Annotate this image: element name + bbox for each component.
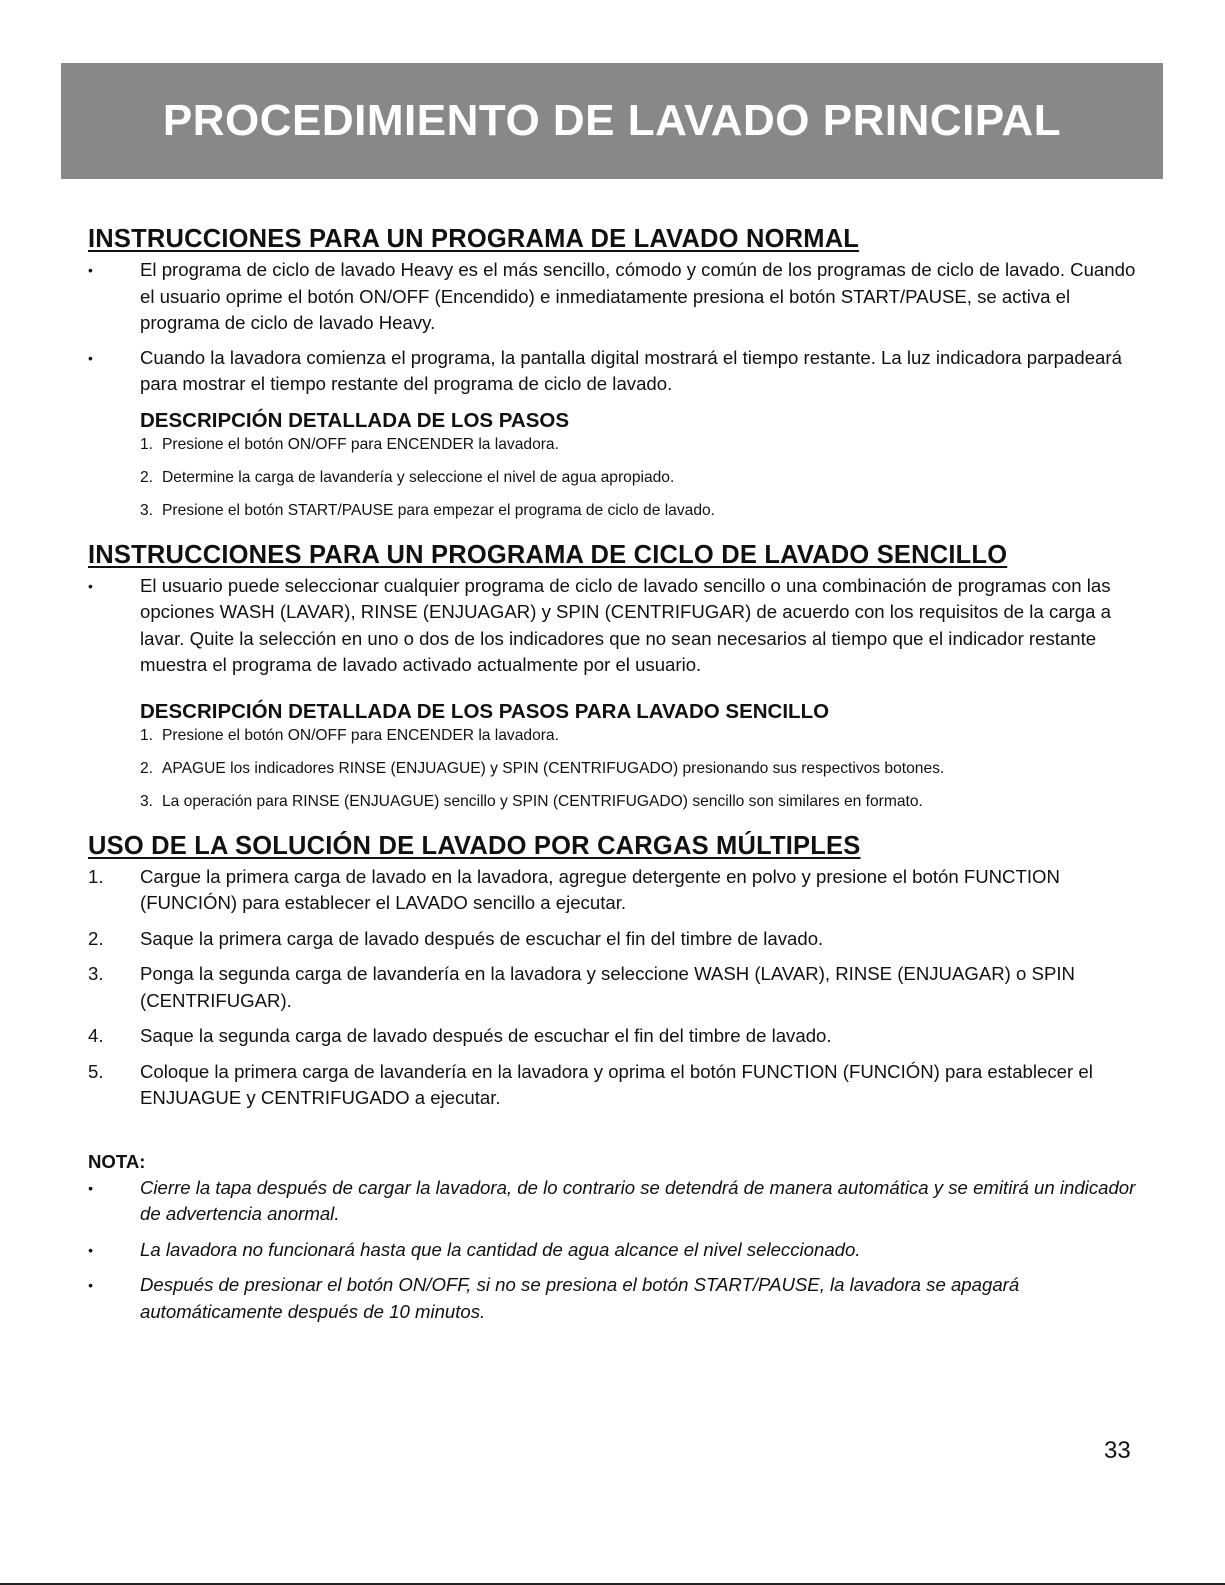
steps-block [88,409,1148,523]
step-item [140,757,1148,781]
section-heading-normal-wash: INSTRUCCIONES PARA UN PROGRAMA DE LAVADO NORMAL [88,225,860,253]
note-item: • Después de presionar el botón ON/OFF, si no se presiona el botón START/PAUSE, la lavadora se apagará automáticamente después de 10 minutos. [88,1272,1148,1325]
steps-heading: DESCRIPCIÓN DETALLADA DE LOS PASOS PARA LAVADO SENCILLO [140,699,830,723]
list-item: • Cuando la lavadora comienza el programa, la pantalla digital mostrará el tiempo restante. La luz indicadora parpadeará para mostrar el tiempo restante del programa de ciclo de lavado. [88,345,1148,398]
steps-block [88,700,1148,814]
step-number: 1. [140,726,154,744]
steps-heading: DESCRIPCIÓN DETALLADA DE LOS PASOS [140,408,570,432]
item-number: 2. [88,927,104,949]
step-text: Presione el botón ON/OFF para ENCENDER la lavadora. [162,435,559,453]
bullet-list [88,257,1148,398]
step-text: Presione el botón START/PAUSE para empezar el programa de ciclo de lavado. [162,501,715,519]
step-number: 3. [140,792,154,810]
step-item [140,466,1148,490]
steps-list [140,433,1148,523]
step-text: APAGUE los indicadores RINSE (ENJUAGUE) y SPIN (CENTRIFUGADO) presionando sus respectivos botones. [162,759,945,777]
list-item [88,961,1148,1014]
section-heading-simple-cycle: INSTRUCCIONES PARA UN PROGRAMA DE CICLO DE LAVADO SENCILLO [88,540,1008,569]
note-item: • Cierre la tapa después de cargar la lavadora, de lo contrario se detendrá de manera automática y se emitirá un indicador de advertencia anormal. [88,1175,1148,1228]
item-number: 5. [88,1060,104,1082]
bullet-list [88,573,1148,679]
item-number: 4. [88,1025,104,1046]
list-item: • El programa de ciclo de lavado Heavy es el más sencillo, cómodo y común de los programas de ciclo de lavado. Cuando el usuario oprime el botón ON/OFF (Encendido) e inmediatamente presiona el botón START/PAUSE, se activa el programa de ciclo de lavado Heavy. [88,257,1148,337]
note-title: NOTA: [88,1150,146,1172]
list-item: • El usuario puede seleccionar cualquier programa de ciclo de lavado sencillo o una combinación de programas con las opciones WASH (LAVAR), RINSE (ENJUAGAR) y SPIN (CENTRIFUGAR) de acuerdo con los requisitos de la carga a lavar. Quite la selección en uno o dos de los indicadores que no sean necesarios al tiempo que el indicador restante muestra el programa de lavado activado actualmente por el usuario. [88,573,1148,679]
page-content [88,224,1148,1325]
item-text: Cargue la primera carga de lavado en la lavadora, agregue detergente en polvo y presione el botón FUNCTION (FUNCIÓN) para establecer el LAVADO sencillo a ejecutar. [140,865,1060,913]
item-text: Coloque la primera carga de lavandería en la lavadora y oprima el botón FUNCTION (FUNCIÓN) para establecer el ENJUAGUE y CENTRIFUGADO a ejecutar. [140,1060,1093,1108]
step-item [140,790,1148,814]
list-item [88,1023,1148,1050]
step-number: 2. [140,468,154,486]
step-text: La operación para RINSE (ENJUAGUE) sencillo y SPIN (CENTRIFUGADO) sencillo son similares en formato. [162,792,923,810]
steps-list [140,724,1148,814]
step-text: Presione el botón ON/OFF para ENCENDER la lavadora. [162,726,559,744]
list-item [88,1059,1148,1112]
note-item: • La lavadora no funcionará hasta que la cantidad de agua alcance el nivel seleccionado. [88,1237,1148,1264]
page-number: 33 [1104,1437,1131,1464]
title-banner [61,63,1163,179]
item-text: Saque la primera carga de lavado después de escuchar el fin del timbre de lavado. [140,927,824,949]
item-text: Saque la segunda carga de lavado después de escuchar el fin del timbre de lavado. [140,1025,832,1046]
step-item [140,499,1148,523]
step-item [140,433,1148,457]
list-item [88,926,1148,953]
step-number: 3. [140,501,154,519]
section-heading-multiple-loads: USO DE LA SOLUCIÓN DE LAVADO POR CARGAS MÚLTIPLES [88,831,861,860]
step-number: 2. [140,759,154,777]
step-item [140,724,1148,748]
item-text: Ponga la segunda carga de lavandería en la lavadora y seleccione WASH (LAVAR), RINSE (ENJUAGAR) o SPIN (CENTRIFUGAR). [140,963,1075,1011]
note-list [88,1175,1148,1326]
list-item [88,864,1148,917]
page-title: PROCEDIMIENTO DE LAVADO PRINCIPAL [162,96,1062,145]
step-text: Determine la carga de lavandería y seleccione el nivel de agua apropiado. [162,468,675,486]
numbered-list [88,864,1148,1112]
step-number: 1. [140,435,154,453]
item-number: 1. [88,865,104,887]
item-number: 3. [88,963,104,984]
